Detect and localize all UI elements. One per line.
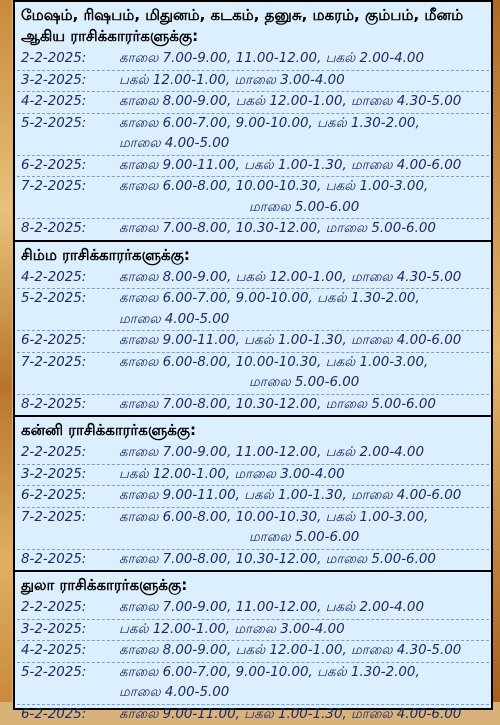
- section-heading: துலா ராசிக்காரர்களுக்கு:: [15, 572, 491, 598]
- schedule-row: [15, 598, 491, 619]
- row-date: 5-2-2025:: [15, 289, 119, 330]
- row-date: 6-2-2025:: [15, 156, 119, 177]
- zodiac-section: [15, 242, 491, 418]
- row-times: [119, 268, 491, 289]
- time-slot-line: காலை 6.00-8.00, 10.00-10.30, பகல் 1.00-3.00,: [119, 508, 487, 529]
- row-times: [119, 156, 491, 177]
- zodiac-section: [15, 417, 491, 572]
- row-date: 7-2-2025:: [15, 508, 119, 549]
- row-times: [119, 620, 491, 641]
- schedule-row: [15, 353, 491, 394]
- time-slot-line: காலை 8.00-9.00, பகல் 12.00-1.00, மாலை 4.30-5.00: [119, 268, 487, 289]
- row-times: [119, 395, 491, 416]
- time-slot-line: காலை 6.00-8.00, 10.00-10.30, பகல் 1.00-3.00,: [119, 353, 487, 374]
- row-date: 2-2-2025:: [15, 49, 119, 70]
- section-heading: மேஷம், ரிஷபம், மிதுனம், கடகம், தனுசு, மகரம், கும்பம், மீனம் ஆகிய ராசிக்காரர்களுக்கு:: [15, 2, 491, 49]
- time-slot-line: காலை 9.00-11.00, பகல் 1.00-1.30, மாலை 4.00-6.00: [119, 331, 487, 352]
- schedule-row: [15, 395, 491, 416]
- row-times: [119, 598, 491, 619]
- time-slot-line: பகல் 12.00-1.00, மாலை 3.00-4.00: [119, 465, 487, 486]
- time-slot-line: மாலை 5.00-6.00: [119, 373, 487, 394]
- row-times: [119, 71, 491, 92]
- row-date: 8-2-2025:: [15, 395, 119, 416]
- schedule-row: [15, 114, 491, 155]
- time-slot-line: காலை 7.00-9.00, 11.00-12.00, பகல் 2.00-4.00: [119, 598, 487, 619]
- row-times: [119, 443, 491, 464]
- time-slot-line: மாலை 5.00-6.00: [119, 528, 487, 549]
- row-times: [119, 641, 491, 662]
- row-times: [119, 92, 491, 113]
- time-slot-line: பகல் 12.00-1.00, மாலை 3.00-4.00: [119, 71, 487, 92]
- schedule-row: [15, 156, 491, 177]
- time-slot-line: காலை 6.00-7.00, 9.00-10.00, பகல் 1.30-2.00,: [119, 289, 487, 310]
- time-slot-line: காலை 7.00-8.00, 10.30-12.00, மாலை 5.00-6.00: [119, 219, 487, 240]
- section-heading: சிம்ம ராசிக்காரர்களுக்கு:: [15, 242, 491, 268]
- time-slot-line: காலை 8.00-9.00, பகல் 12.00-1.00, மாலை 4.30-5.00: [119, 641, 487, 662]
- row-times: [119, 486, 491, 507]
- row-times: [119, 289, 491, 330]
- decorative-left-border: [0, 0, 12, 702]
- row-date: 4-2-2025:: [15, 268, 119, 289]
- row-date: 6-2-2025:: [15, 705, 119, 725]
- zodiac-section: [15, 572, 491, 725]
- time-slot-line: காலை 7.00-9.00, 11.00-12.00, பகல் 2.00-4.00: [119, 49, 487, 70]
- row-times: [119, 177, 491, 218]
- row-date: 6-2-2025:: [15, 331, 119, 352]
- row-date: 6-2-2025:: [15, 486, 119, 507]
- row-date: 4-2-2025:: [15, 641, 119, 662]
- zodiac-section: [15, 2, 491, 242]
- row-date: 2-2-2025:: [15, 598, 119, 619]
- section-heading: கன்னி ராசிக்காரர்களுக்கு:: [15, 417, 491, 443]
- row-times: [119, 219, 491, 240]
- time-slot-line: காலை 6.00-8.00, 10.00-10.30, பகல் 1.00-3.00,: [119, 177, 487, 198]
- time-slot-line: மாலை 4.00-5.00: [119, 134, 487, 155]
- row-date: 3-2-2025:: [15, 620, 119, 641]
- time-slot-line: மாலை 4.00-5.00: [119, 310, 487, 331]
- time-slot-line: காலை 9.00-11.00, பகல் 1.00-1.30, மாலை 4.00-6.00: [119, 156, 487, 177]
- schedule-row: [15, 177, 491, 218]
- row-times: [119, 353, 491, 394]
- row-times: [119, 465, 491, 486]
- time-slot-line: காலை 8.00-9.00, பகல் 12.00-1.00, மாலை 4.30-5.00: [119, 92, 487, 113]
- schedule-row: [15, 486, 491, 507]
- row-times: [119, 49, 491, 70]
- row-date: 8-2-2025:: [15, 219, 119, 240]
- schedule-row: [15, 331, 491, 352]
- schedule-row: [15, 550, 491, 571]
- row-times: [119, 705, 491, 725]
- schedule-row: [15, 663, 491, 704]
- schedule-row: [15, 92, 491, 113]
- schedule-card: [13, 0, 493, 710]
- time-slot-line: காலை 7.00-9.00, 11.00-12.00, பகல் 2.00-4.00: [119, 443, 487, 464]
- row-times: [119, 331, 491, 352]
- row-date: 7-2-2025:: [15, 353, 119, 394]
- time-slot-line: மாலை 5.00-6.00: [119, 198, 487, 219]
- schedule-row: [15, 620, 491, 641]
- row-date: 3-2-2025:: [15, 465, 119, 486]
- row-date: 4-2-2025:: [15, 92, 119, 113]
- schedule-row: [15, 71, 491, 92]
- schedule-row: [15, 465, 491, 486]
- time-slot-line: மாலை 4.00-5.00: [119, 683, 487, 704]
- schedule-row: [15, 641, 491, 662]
- time-slot-line: காலை 6.00-7.00, 9.00-10.00, பகல் 1.30-2.00,: [119, 114, 487, 135]
- row-date: 3-2-2025:: [15, 71, 119, 92]
- schedule-row: [15, 289, 491, 330]
- decorative-right-border: [492, 0, 500, 702]
- row-date: 8-2-2025:: [15, 550, 119, 571]
- row-times: [119, 508, 491, 549]
- row-times: [119, 663, 491, 704]
- time-slot-line: காலை 7.00-8.00, 10.30-12.00, மாலை 5.00-6.00: [119, 395, 487, 416]
- time-slot-line: காலை 7.00-8.00, 10.30-12.00, மாலை 5.00-6.00: [119, 550, 487, 571]
- row-date: 5-2-2025:: [15, 663, 119, 704]
- schedule-row: [15, 705, 491, 725]
- schedule-row: [15, 219, 491, 240]
- time-slot-line: காலை 6.00-7.00, 9.00-10.00, பகல் 1.30-2.00,: [119, 663, 487, 684]
- row-date: 5-2-2025:: [15, 114, 119, 155]
- schedule-row: [15, 49, 491, 70]
- time-slot-line: காலை 9.00-11.00, பகல் 1.00-1.30, மாலை 4.00-6.00: [119, 486, 487, 507]
- schedule-row: [15, 443, 491, 464]
- time-slot-line: பகல் 12.00-1.00, மாலை 3.00-4.00: [119, 620, 487, 641]
- time-slot-line: காலை 9.00-11.00, பகல் 1.00-1.30, மாலை 4.00-6.00: [119, 705, 487, 725]
- schedule-row: [15, 508, 491, 549]
- schedule-row: [15, 268, 491, 289]
- row-times: [119, 550, 491, 571]
- row-date: 7-2-2025:: [15, 177, 119, 218]
- row-date: 2-2-2025:: [15, 443, 119, 464]
- row-times: [119, 114, 491, 155]
